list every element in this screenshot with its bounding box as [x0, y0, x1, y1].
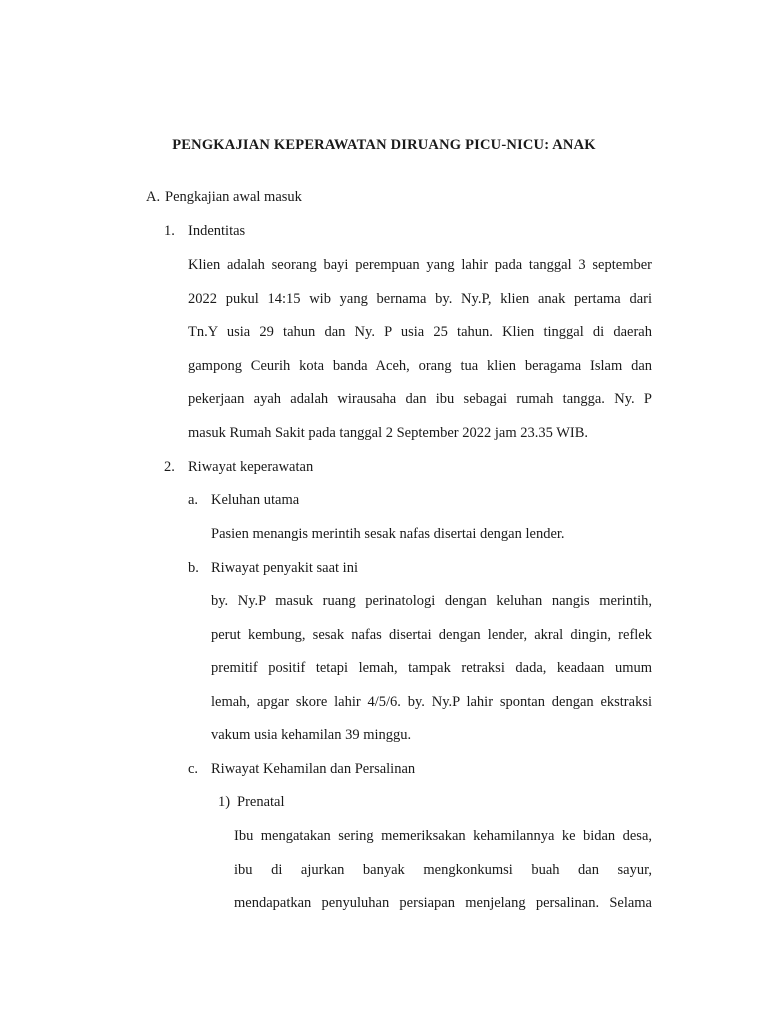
paragraph-line: pekerjaan ayah adalah wirausaha dan ibu sebagai rumah tangga. Ny. P	[188, 391, 652, 407]
item-1-number: 1.	[164, 223, 175, 239]
item-2b-heading: Riwayat penyakit saat ini	[211, 560, 358, 576]
page-title: PENGKAJIAN KEPERAWATAN DIRUANG PICU-NICU: ANAK	[172, 137, 596, 153]
paragraph-line: 2022 pukul 14:15 wib yang bernama by. Ny.P, klien anak pertama dari	[188, 291, 652, 307]
paragraph-line: perut kembung, sesak nafas disertai dengan lender, akral dingin, reflek	[211, 627, 652, 643]
item-2-number: 2.	[164, 459, 175, 475]
paragraph-line: ibu di ajurkan banyak mengkonkumsi buah dan sayur,	[234, 862, 652, 878]
paragraph-line: Klien adalah seorang bayi perempuan yang lahir pada tanggal 3 september	[188, 257, 652, 273]
paragraph-line: gampong Ceurih kota banda Aceh, orang tua klien beragama Islam dan	[188, 358, 652, 374]
paragraph-line: premitif positif tetapi lemah, tampak retraksi dada, keadaan umum	[211, 660, 652, 676]
item-2c1-label: 1)	[218, 794, 231, 810]
item-2a-heading: Keluhan utama	[211, 492, 300, 508]
section-a-label: A.	[146, 189, 161, 205]
paragraph-line: masuk Rumah Sakit pada tanggal 2 September 2022 jam 23.35 WIB.	[188, 425, 589, 441]
item-2b-label: b.	[188, 560, 199, 576]
item-2c1-heading: Prenatal	[237, 794, 285, 810]
paragraph-line: by. Ny.P masuk ruang perinatologi dengan keluhan nangis merintih,	[211, 593, 652, 609]
section-a-heading: Pengkajian awal masuk	[165, 189, 302, 205]
item-2-heading: Riwayat keperawatan	[188, 459, 314, 475]
paragraph-line: mendapatkan penyuluhan persiapan menjelang persalinan. Selama	[234, 895, 652, 911]
paragraph-line: Pasien menangis merintih sesak nafas disertai dengan lender.	[211, 526, 565, 542]
paragraph-line: lemah, apgar skore lahir 4/5/6. by. Ny.P lahir spontan dengan ekstraksi	[211, 694, 652, 710]
item-2c-label: c.	[188, 761, 199, 777]
item-2c-heading: Riwayat Kehamilan dan Persalinan	[211, 761, 416, 777]
paragraph-line: vakum usia kehamilan 39 minggu.	[211, 727, 412, 743]
item-2a-label: a.	[188, 492, 199, 508]
paragraph-line: Tn.Y usia 29 tahun dan Ny. P usia 25 tahun. Klien tinggal di daerah	[188, 324, 652, 340]
item-1-heading: Indentitas	[188, 223, 246, 239]
paragraph-line: Ibu mengatakan sering memeriksakan kehamilannya ke bidan desa,	[234, 828, 652, 844]
